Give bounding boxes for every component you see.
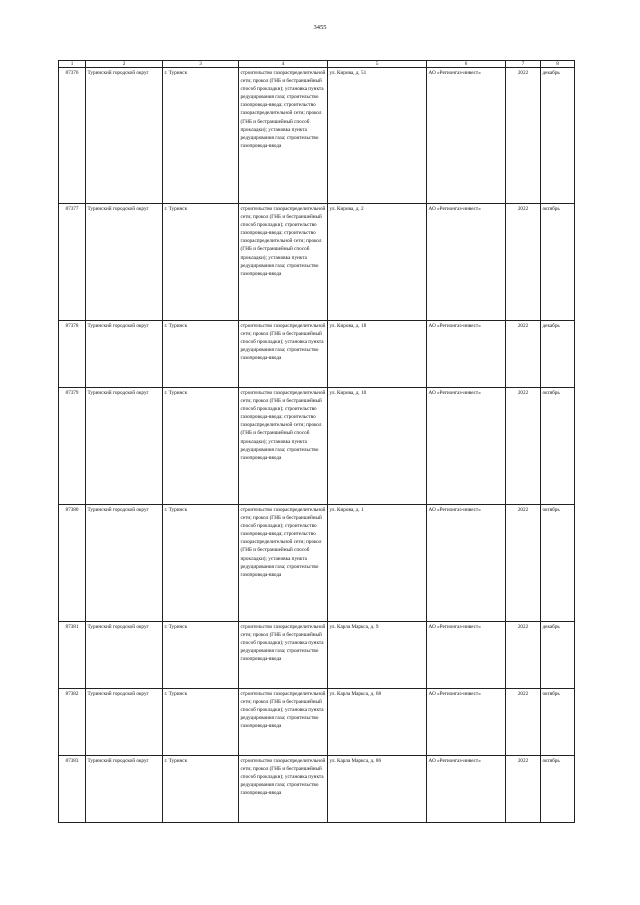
column-header: 8 bbox=[541, 61, 575, 68]
month-cell: октябрь bbox=[541, 505, 575, 622]
locality-cell: г. Туринск bbox=[163, 204, 239, 321]
column-header: 7 bbox=[506, 61, 541, 68]
district-cell: Туринский городской округ bbox=[86, 622, 163, 689]
column-header: 5 bbox=[328, 61, 427, 68]
month-cell: декабрь bbox=[541, 321, 575, 388]
organization-cell: АО «Регионгаз-инвест» bbox=[427, 622, 506, 689]
column-header: 6 bbox=[427, 61, 506, 68]
address-cell: ул. Карла Маркса, д. 86 bbox=[328, 756, 427, 823]
row-number-cell: 87378 bbox=[59, 321, 86, 388]
address-cell: ул. Карла Маркса, д. 68 bbox=[328, 689, 427, 756]
address-cell: ул. Карла Маркса, д. 9 bbox=[328, 622, 427, 689]
work-description-cell: строительство газораспределительной сети; прокол (ГНБ и бестраншейный способ прокладки); установка пункта редуцирования газа; строительство газопровода-ввода bbox=[239, 689, 328, 756]
month-cell: декабрь bbox=[541, 622, 575, 689]
work-description-cell: строительство газораспределительной сети; прокол (ГНБ и бестраншейный способ прокладки); установка пункта редуцирования газа; строительство газопровода-ввода bbox=[239, 321, 328, 388]
district-cell: Туринский городской округ bbox=[86, 756, 163, 823]
month-cell: октябрь bbox=[541, 388, 575, 505]
address-cell: ул. Кирова, д. 18 bbox=[328, 321, 427, 388]
year-cell: 2022 bbox=[506, 204, 541, 321]
locality-cell: г. Туринск bbox=[163, 388, 239, 505]
district-cell: Туринский городской округ bbox=[86, 68, 163, 204]
organization-cell: АО «Регионгаз-инвест» bbox=[427, 756, 506, 823]
locality-cell: г. Туринск bbox=[163, 622, 239, 689]
row-number-cell: 87379 bbox=[59, 388, 86, 505]
year-cell: 2022 bbox=[506, 622, 541, 689]
work-description-cell: строительство газораспределительной сети; прокол (ГНБ и бестраншейный способ прокладки); строительство газопровода-ввода; строительство газораспределительной сети; прокол (ГНБ и бестраншейный способ прокладки); установка пункта редуцирования газа; строительство газопровода-ввода bbox=[239, 505, 328, 622]
work-description-cell: строительство газораспределительной сети; прокол (ГНБ и бестраншейный способ прокладки); строительство газопровода-ввода; строительство газораспределительной сети; прокол (ГНБ и бестраншейный способ прокладки); установка пункта редуцирования газа; строительство газопровода-ввода bbox=[239, 388, 328, 505]
address-cell: ул. Кирова, д. 1 bbox=[328, 505, 427, 622]
locality-cell: г. Туринск bbox=[163, 756, 239, 823]
month-cell: октябрь bbox=[541, 756, 575, 823]
district-cell: Туринский городской округ bbox=[86, 388, 163, 505]
row-number-cell: 87380 bbox=[59, 505, 86, 622]
row-number-cell: 87383 bbox=[59, 756, 86, 823]
table-row bbox=[59, 321, 575, 388]
organization-cell: АО «Регионгаз-инвест» bbox=[427, 689, 506, 756]
row-number-cell: 87377 bbox=[59, 204, 86, 321]
locality-cell: г. Туринск bbox=[163, 68, 239, 204]
row-number-cell: 87376 bbox=[59, 68, 86, 204]
column-header: 2 bbox=[86, 61, 163, 68]
locality-cell: г. Туринск bbox=[163, 505, 239, 622]
year-cell: 2022 bbox=[506, 756, 541, 823]
column-header: 4 bbox=[239, 61, 328, 68]
month-cell: октябрь bbox=[541, 689, 575, 756]
organization-cell: АО «Регионгаз-инвест» bbox=[427, 388, 506, 505]
table-row bbox=[59, 505, 575, 622]
year-cell: 2022 bbox=[506, 68, 541, 204]
locality-cell: г. Туринск bbox=[163, 689, 239, 756]
table-row bbox=[59, 68, 575, 204]
district-cell: Туринский городской округ bbox=[86, 689, 163, 756]
registry-table bbox=[58, 60, 575, 823]
column-header: 3 bbox=[163, 61, 239, 68]
district-cell: Туринский городской округ bbox=[86, 321, 163, 388]
organization-cell: АО «Регионгаз-инвест» bbox=[427, 505, 506, 622]
district-cell: Туринский городской округ bbox=[86, 204, 163, 321]
month-cell: декабрь bbox=[541, 68, 575, 204]
table-row bbox=[59, 689, 575, 756]
organization-cell: АО «Регионгаз-инвест» bbox=[427, 321, 506, 388]
year-cell: 2022 bbox=[506, 689, 541, 756]
organization-cell: АО «Регионгаз-инвест» bbox=[427, 68, 506, 204]
row-number-cell: 87381 bbox=[59, 622, 86, 689]
work-description-cell: строительство газораспределительной сети; прокол (ГНБ и бестраншейный способ прокладки); установка пункта редуцирования газа; строительство газопровода-ввода bbox=[239, 756, 328, 823]
address-cell: ул. Кирова, д. 51 bbox=[328, 68, 427, 204]
year-cell: 2022 bbox=[506, 388, 541, 505]
column-header: 1 bbox=[59, 61, 86, 68]
table-row bbox=[59, 388, 575, 505]
locality-cell: г. Туринск bbox=[163, 321, 239, 388]
table-row bbox=[59, 622, 575, 689]
year-cell: 2022 bbox=[506, 321, 541, 388]
table-row bbox=[59, 204, 575, 321]
header-row bbox=[59, 61, 575, 68]
year-cell: 2022 bbox=[506, 505, 541, 622]
district-cell: Туринский городской округ bbox=[86, 505, 163, 622]
address-cell: ул. Кирова, д. 2 bbox=[328, 204, 427, 321]
organization-cell: АО «Регионгаз-инвест» bbox=[427, 204, 506, 321]
month-cell: октябрь bbox=[541, 204, 575, 321]
work-description-cell: строительство газораспределительной сети; прокол (ГНБ и бестраншейный способ прокладки); строительство газопровода-ввода; строительство газораспределительной сети; прокол (ГНБ и бестраншейный способ прокладки); установка пункта редуцирования газа; строительство газопровода-ввода bbox=[239, 204, 328, 321]
row-number-cell: 87382 bbox=[59, 689, 86, 756]
address-cell: ул. Кирова, д. 10 bbox=[328, 388, 427, 505]
table-row bbox=[59, 756, 575, 823]
work-description-cell: строительство газораспределительной сети; прокол (ГНБ и бестраншейный способ прокладки); установка пункта редуцирования газа; строительство газопровода-ввода; строительство газораспределительной сети; прокол (ГНБ и бестраншейный способ прокладки); установка пункта редуцирования газа; строительство газопровода-ввода bbox=[239, 68, 328, 204]
page-number: 3455 bbox=[313, 24, 327, 31]
work-description-cell: строительство газораспределительной сети; прокол (ГНБ и бестраншейный способ прокладки); установка пункта редуцирования газа; строительство газопровода-ввода bbox=[239, 622, 328, 689]
